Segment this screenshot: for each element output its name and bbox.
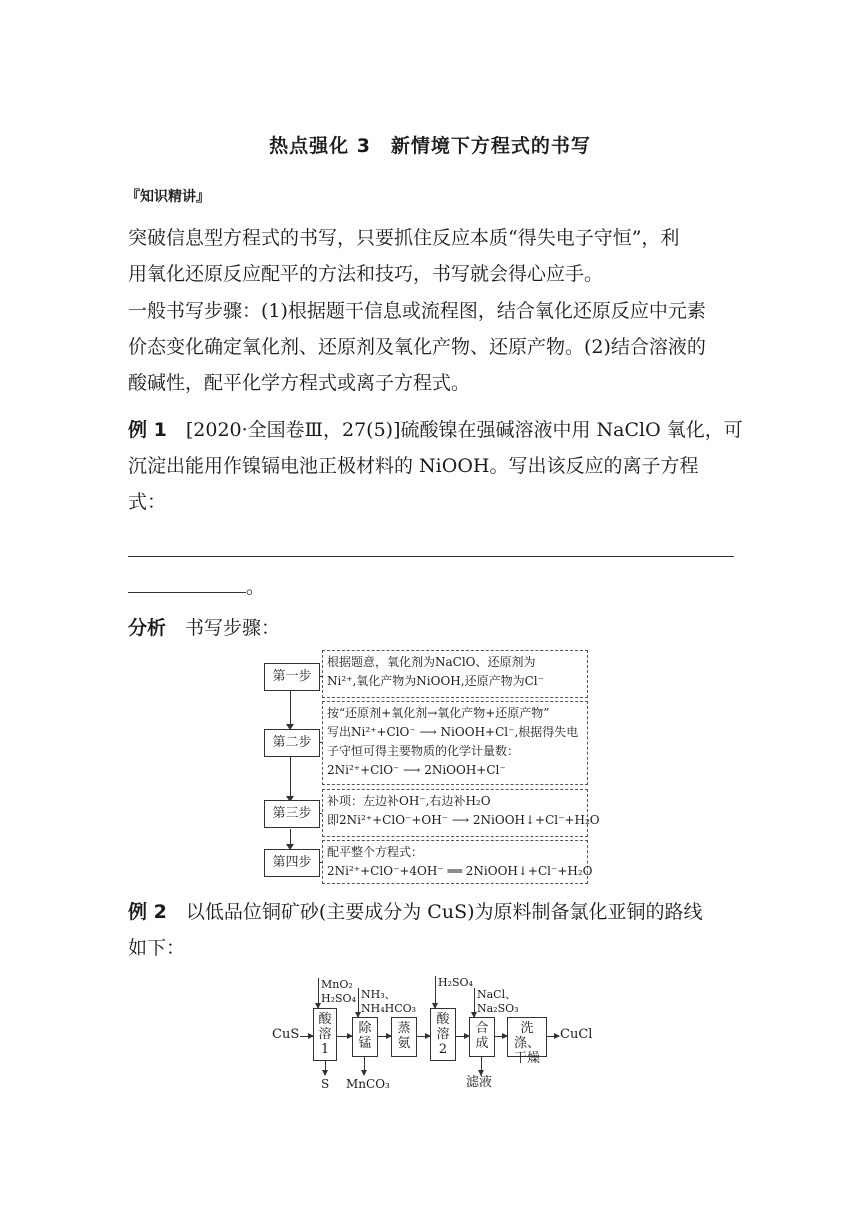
process-box-text: 成 (475, 1036, 489, 1051)
step-text: 按“还原剂+氧化剂→氧化产物+还原产物” (327, 706, 550, 720)
arrow-down-icon (364, 1057, 365, 1075)
process-box (352, 1017, 378, 1057)
process-box-text: 干燥 (513, 1051, 540, 1066)
reagent-label: NaCl、 (477, 988, 517, 1001)
step-text: 2Ni²⁺+ClO⁻+4OH⁻ ══ 2NiOOH↓+Cl⁻+H₂O (327, 864, 593, 878)
process-box-text: 2 (438, 1042, 448, 1057)
process-box-text: 溶 (436, 1027, 450, 1042)
process-box (469, 1017, 495, 1057)
example2-paragraph (128, 894, 738, 966)
arrow-right-icon (547, 1036, 559, 1037)
step-label: 第一步 (264, 663, 320, 691)
connector-line (290, 829, 291, 845)
process-box (507, 1017, 547, 1066)
arrow-right-icon (495, 1036, 507, 1037)
step-text: 写出Ni²⁺+ClO⁻ ⟶ NiOOH+Cl⁻,根据得失电 (327, 725, 579, 739)
step-text: 即2Ni²⁺+ClO⁻+OH⁻ ⟶ 2NiOOH↓+Cl⁻+H₂O (327, 813, 600, 827)
example1-line: 沉淀出能用作镍镉电池正极材料的 NiOOH。写出该反应的离子方程 (128, 455, 699, 477)
step-text: 2Ni²⁺+ClO⁻ ⟶ 2NiOOH+Cl⁻ (327, 763, 506, 777)
process-box-text: 除 (358, 1021, 372, 1036)
step-box (322, 650, 588, 698)
process-box-text: 氨 (397, 1036, 411, 1051)
answer-end-mark: 。 (246, 576, 266, 598)
intro-line: 突破信息型方程式的书写，只要抓住反应本质“得失电子守恒”，利 (128, 227, 680, 249)
step-text: 配平整个方程式： (327, 845, 424, 859)
steps-paragraph (128, 293, 738, 401)
steps-line: 一般书写步骤：(1)根据题干信息或流程图，结合氧化还原反应中元素 (128, 300, 706, 322)
arrow-down-icon (481, 1057, 482, 1075)
process-box (391, 1017, 417, 1057)
reagent-label: Na₂SO₃ (477, 1002, 519, 1015)
flow-input: CuS (272, 1027, 300, 1042)
process-box (313, 1008, 337, 1061)
arrow-right-icon (378, 1036, 391, 1037)
arrow-down-icon (474, 988, 475, 1017)
byproduct-label: MnCO₃ (346, 1077, 390, 1091)
answer-line (128, 556, 734, 557)
arrow-down-icon (325, 1061, 326, 1075)
step-text: 补项：左边补OH⁻,右边补H₂O (327, 794, 491, 808)
example2-line (128, 894, 738, 930)
example1-line: 式： (128, 491, 167, 513)
section-tag: 『知识精讲』 (126, 189, 210, 205)
intro-paragraph (128, 220, 738, 292)
steps-line: 酸碱性，配平化学方程式或离子方程式。 (128, 372, 471, 394)
byproduct-label: S (321, 1077, 330, 1091)
example2-text: 以低品位铜矿砂(主要成分为 CuS)为原料制备氯化亚铜的路线 (185, 901, 703, 923)
example1-text: [2020·全国卷Ⅲ，27(5)]硫酸镍在强碱溶液中用 NaClO 氧化，可 (185, 419, 743, 441)
step-box (322, 789, 600, 837)
example2-line: 如下： (128, 937, 186, 959)
process-box-text: 洗涤、 (513, 1021, 540, 1051)
intro-line: 用氧化还原反应配平的方法和技巧，书写就会得心应手。 (128, 263, 604, 285)
reagent-label: MnO₂ (321, 978, 353, 991)
connector-line (290, 757, 291, 797)
example1-line (128, 412, 743, 448)
answer-line (128, 592, 246, 593)
process-box-text: 1 (320, 1042, 330, 1057)
connector-line (290, 690, 291, 728)
reagent-label: NH₃、 (361, 988, 396, 1001)
step-label: 第二步 (264, 729, 320, 757)
analysis-line (128, 610, 738, 646)
step-text: Ni²⁺,氧化产物为NiOOH,还原产物为Cl⁻ (327, 674, 544, 688)
process-box-text: 酸 (436, 1012, 450, 1027)
reagent-label: H₂SO₄ (438, 976, 473, 989)
arrow-right-icon (300, 1036, 313, 1037)
process-box-text: 酸 (318, 1012, 332, 1027)
step-label: 第四步 (264, 849, 320, 877)
flow-output: CuCl (560, 1027, 593, 1042)
example1-paragraph (128, 412, 743, 520)
example2-label: 例 2 (128, 901, 167, 923)
step-box (322, 701, 588, 785)
arrow-down-icon (358, 988, 359, 1017)
reagent-label: H₂SO₄ (321, 992, 356, 1005)
reagent-label: NH₄HCO₃ (361, 1002, 417, 1015)
arrow-right-icon (456, 1036, 469, 1037)
process-box (430, 1008, 456, 1061)
process-box-text: 合 (475, 1021, 489, 1036)
step-text: 子守恒可得主要物质的化学计量数： (327, 744, 520, 758)
step-text: 根据题意，氧化剂为NaClO、还原剂为 (327, 655, 536, 669)
arrow-right-icon (337, 1036, 352, 1037)
arrow-down-icon (318, 978, 319, 1008)
steps-line: 价态变化确定氧化剂、还原剂及氧化产物、还原产物。(2)结合溶液的 (128, 336, 706, 358)
process-box-text: 溶 (318, 1027, 332, 1042)
analysis-text: 书写步骤： (185, 617, 281, 639)
process-box-text: 锰 (358, 1036, 372, 1051)
arrow-down-icon (435, 976, 436, 1008)
example1-label: 例 1 (128, 419, 167, 441)
page-title: 热点强化 3 新情境下方程式的书写 (269, 135, 591, 157)
step-box (322, 840, 593, 884)
step-label: 第三步 (264, 800, 320, 828)
arrow-right-icon (417, 1036, 430, 1037)
byproduct-label: 滤液 (466, 1075, 493, 1090)
process-box-text: 蒸 (397, 1021, 411, 1036)
analysis-label: 分析 (128, 617, 167, 639)
